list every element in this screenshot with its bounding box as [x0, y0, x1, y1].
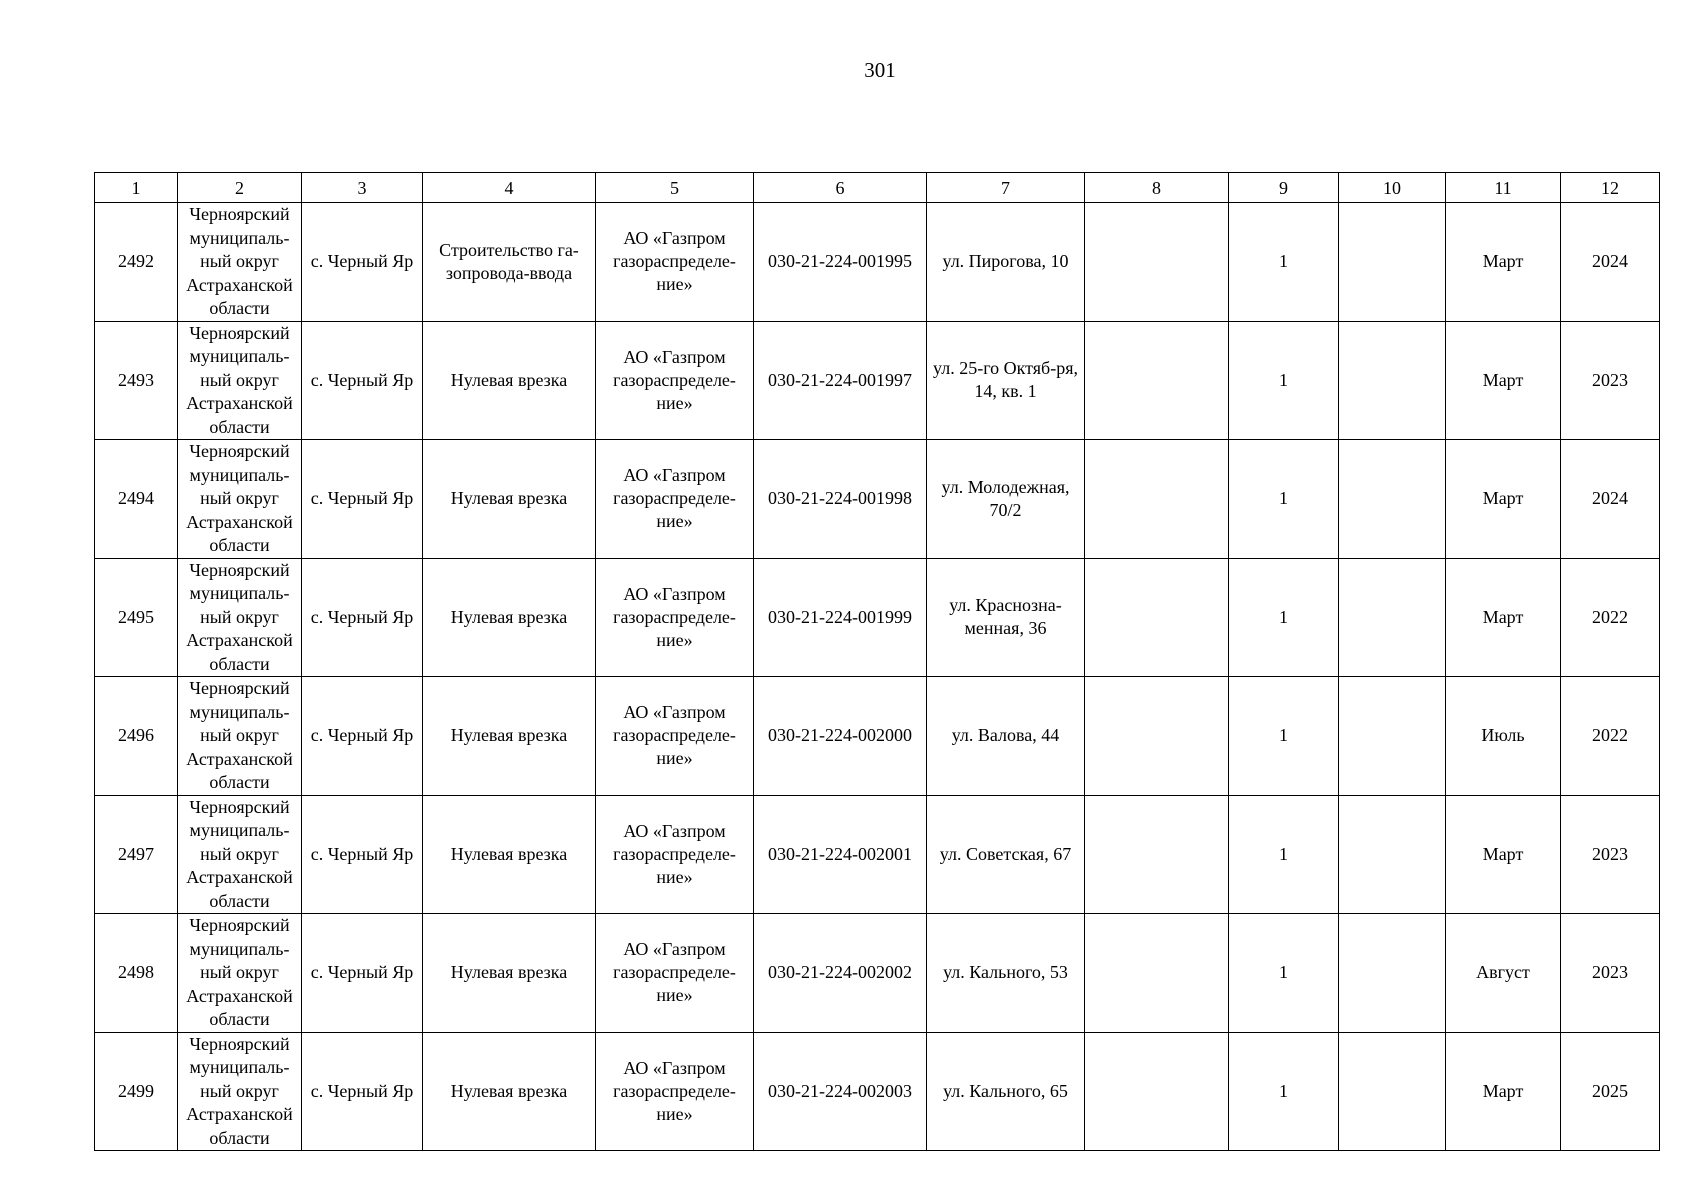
column-8-cell: [1085, 558, 1229, 677]
district-cell: Черноярский муниципаль-ный округ Астраханской области: [178, 558, 302, 677]
column-10-cell: [1339, 1032, 1446, 1151]
column-8-cell: [1085, 321, 1229, 440]
column-header-7: 7: [927, 173, 1085, 203]
table-body: [95, 203, 1660, 1151]
quantity-cell: 1: [1229, 677, 1339, 796]
month-cell: Август: [1446, 914, 1561, 1033]
header-row: [95, 173, 1660, 203]
column-header-3: 3: [302, 173, 423, 203]
month-cell: Март: [1446, 321, 1561, 440]
district-cell: Черноярский муниципаль-ный округ Астраханской области: [178, 440, 302, 559]
object-code-cell: 030-21-224-002002: [754, 914, 927, 1033]
address-cell: ул. Кального, 65: [927, 1032, 1085, 1151]
table-row: [95, 795, 1660, 914]
table-row: [95, 440, 1660, 559]
year-cell: 2025: [1561, 1032, 1660, 1151]
organization-cell: АО «Газпром газораспределе-ние»: [596, 795, 754, 914]
column-10-cell: [1339, 558, 1446, 677]
column-header-12: 12: [1561, 173, 1660, 203]
locality-cell: с. Черный Яр: [302, 1032, 423, 1151]
month-cell: Март: [1446, 1032, 1561, 1151]
organization-cell: АО «Газпром газораспределе-ние»: [596, 203, 754, 322]
organization-cell: АО «Газпром газораспределе-ние»: [596, 914, 754, 1033]
object-code-cell: 030-21-224-001999: [754, 558, 927, 677]
address-cell: ул. Пирогова, 10: [927, 203, 1085, 322]
month-cell: Июль: [1446, 677, 1561, 796]
address-cell: ул. Валова, 44: [927, 677, 1085, 796]
address-cell: ул. Краснозна-менная, 36: [927, 558, 1085, 677]
row-number: 2498: [95, 914, 178, 1033]
table-row: [95, 558, 1660, 677]
object-code-cell: 030-21-224-002001: [754, 795, 927, 914]
work-type-cell: Нулевая врезка: [423, 795, 596, 914]
quantity-cell: 1: [1229, 321, 1339, 440]
column-10-cell: [1339, 203, 1446, 322]
month-cell: Март: [1446, 795, 1561, 914]
quantity-cell: 1: [1229, 203, 1339, 322]
table-row: [95, 677, 1660, 796]
month-cell: Март: [1446, 203, 1561, 322]
column-8-cell: [1085, 1032, 1229, 1151]
locality-cell: с. Черный Яр: [302, 795, 423, 914]
object-code-cell: 030-21-224-001998: [754, 440, 927, 559]
year-cell: 2023: [1561, 795, 1660, 914]
table-row: [95, 914, 1660, 1033]
row-number: 2494: [95, 440, 178, 559]
column-10-cell: [1339, 440, 1446, 559]
column-header-8: 8: [1085, 173, 1229, 203]
locality-cell: с. Черный Яр: [302, 914, 423, 1033]
column-10-cell: [1339, 677, 1446, 796]
object-code-cell: 030-21-224-002003: [754, 1032, 927, 1151]
table-row: [95, 203, 1660, 322]
district-cell: Черноярский муниципаль-ный округ Астраханской области: [178, 677, 302, 796]
year-cell: 2022: [1561, 677, 1660, 796]
address-cell: ул. Кального, 53: [927, 914, 1085, 1033]
column-header-1: 1: [95, 173, 178, 203]
column-header-2: 2: [178, 173, 302, 203]
quantity-cell: 1: [1229, 1032, 1339, 1151]
work-type-cell: Нулевая врезка: [423, 1032, 596, 1151]
column-10-cell: [1339, 321, 1446, 440]
work-type-cell: Нулевая врезка: [423, 914, 596, 1033]
quantity-cell: 1: [1229, 558, 1339, 677]
district-cell: Черноярский муниципаль-ный округ Астраханской области: [178, 795, 302, 914]
row-number: 2495: [95, 558, 178, 677]
address-cell: ул. 25-го Октяб-ря, 14, кв. 1: [927, 321, 1085, 440]
page-number: 301: [864, 58, 896, 82]
locality-cell: с. Черный Яр: [302, 677, 423, 796]
gas-connection-table: [94, 172, 1660, 1151]
row-number: 2493: [95, 321, 178, 440]
column-8-cell: [1085, 440, 1229, 559]
table-row: [95, 321, 1660, 440]
year-cell: 2022: [1561, 558, 1660, 677]
locality-cell: с. Черный Яр: [302, 440, 423, 559]
year-cell: 2024: [1561, 203, 1660, 322]
district-cell: Черноярский муниципаль-ный округ Астраханской области: [178, 321, 302, 440]
column-8-cell: [1085, 203, 1229, 322]
locality-cell: с. Черный Яр: [302, 558, 423, 677]
column-8-cell: [1085, 795, 1229, 914]
quantity-cell: 1: [1229, 795, 1339, 914]
year-cell: 2024: [1561, 440, 1660, 559]
district-cell: Черноярский муниципаль-ный округ Астраханской области: [178, 203, 302, 322]
table-row: [95, 1032, 1660, 1151]
organization-cell: АО «Газпром газораспределе-ние»: [596, 321, 754, 440]
column-10-cell: [1339, 795, 1446, 914]
quantity-cell: 1: [1229, 914, 1339, 1033]
column-8-cell: [1085, 914, 1229, 1033]
column-header-6: 6: [754, 173, 927, 203]
object-code-cell: 030-21-224-001997: [754, 321, 927, 440]
object-code-cell: 030-21-224-001995: [754, 203, 927, 322]
district-cell: Черноярский муниципаль-ный округ Астраханской области: [178, 1032, 302, 1151]
work-type-cell: Нулевая врезка: [423, 558, 596, 677]
row-number: 2497: [95, 795, 178, 914]
row-number: 2496: [95, 677, 178, 796]
column-header-5: 5: [596, 173, 754, 203]
row-number: 2499: [95, 1032, 178, 1151]
work-type-cell: Нулевая врезка: [423, 677, 596, 796]
column-header-10: 10: [1339, 173, 1446, 203]
work-type-cell: Нулевая врезка: [423, 321, 596, 440]
column-10-cell: [1339, 914, 1446, 1033]
month-cell: Март: [1446, 440, 1561, 559]
column-header-11: 11: [1446, 173, 1561, 203]
month-cell: Март: [1446, 558, 1561, 677]
column-header-9: 9: [1229, 173, 1339, 203]
organization-cell: АО «Газпром газораспределе-ние»: [596, 1032, 754, 1151]
organization-cell: АО «Газпром газораспределе-ние»: [596, 440, 754, 559]
organization-cell: АО «Газпром газораспределе-ние»: [596, 558, 754, 677]
quantity-cell: 1: [1229, 440, 1339, 559]
work-type-cell: Нулевая врезка: [423, 440, 596, 559]
work-type-cell: Строительство га-зопровода-ввода: [423, 203, 596, 322]
district-cell: Черноярский муниципаль-ный округ Астраханской области: [178, 914, 302, 1033]
locality-cell: с. Черный Яр: [302, 321, 423, 440]
address-cell: ул. Молодежная, 70/2: [927, 440, 1085, 559]
row-number: 2492: [95, 203, 178, 322]
column-header-4: 4: [423, 173, 596, 203]
year-cell: 2023: [1561, 914, 1660, 1033]
address-cell: ул. Советская, 67: [927, 795, 1085, 914]
locality-cell: с. Черный Яр: [302, 203, 423, 322]
table-header: [95, 173, 1660, 203]
object-code-cell: 030-21-224-002000: [754, 677, 927, 796]
column-8-cell: [1085, 677, 1229, 796]
year-cell: 2023: [1561, 321, 1660, 440]
organization-cell: АО «Газпром газораспределе-ние»: [596, 677, 754, 796]
